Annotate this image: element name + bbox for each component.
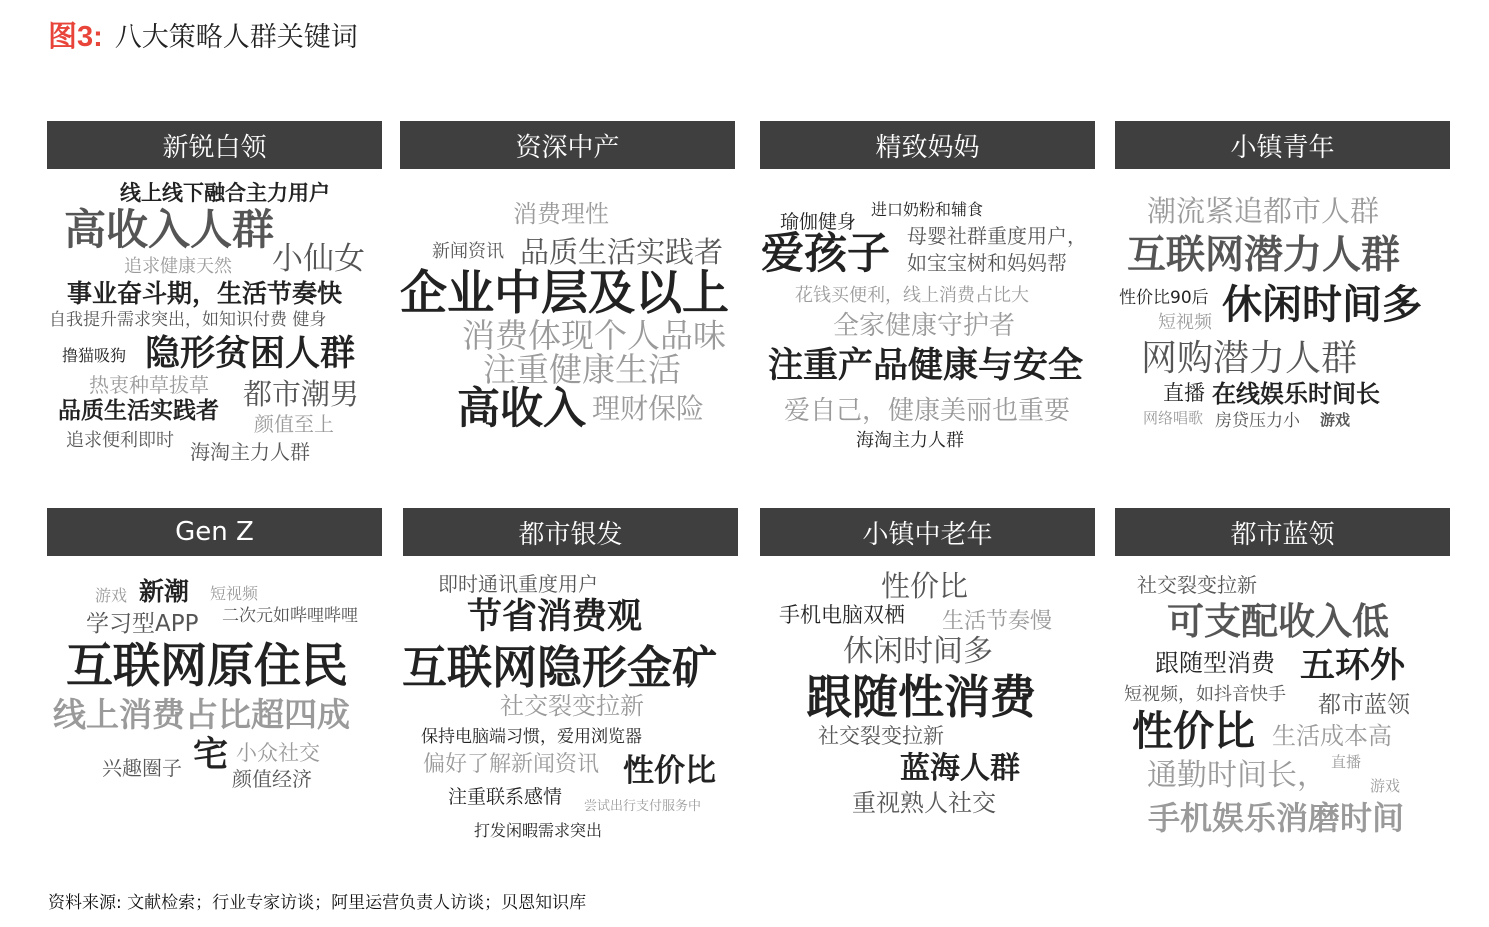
keyword: 注重健康生活	[483, 350, 681, 389]
keyword: 消费体现个人品味	[462, 316, 726, 355]
keyword: 母婴社群重度用户，	[907, 224, 1087, 248]
keyword: 品质生活实践者	[520, 235, 724, 269]
keyword: 企业中层及以上	[400, 266, 729, 321]
keyword: 直播	[1331, 753, 1362, 771]
keyword: 可支配收入低	[1167, 600, 1389, 643]
keyword: 潮流紧追都市人群	[1147, 194, 1380, 228]
keyword: 高收入	[457, 384, 586, 434]
keyword: 生活节奏慢	[942, 609, 1053, 634]
keyword: 线上线下融合主力用户	[120, 181, 330, 205]
panel-header-urban-blue-collar: 都市蓝领	[1115, 508, 1450, 556]
keyword: 社交裂变拉新	[818, 724, 944, 748]
keyword: 跟随性消费	[806, 670, 1036, 724]
keyword: 节省消费观	[467, 597, 643, 637]
keyword: 短视频	[1158, 312, 1212, 333]
figure-title	[48, 14, 358, 54]
keyword: 手机娱乐消磨时间	[1148, 799, 1405, 837]
keyword: 追求便利即时	[66, 430, 174, 451]
keyword: 注重产品健康与安全	[768, 346, 1084, 386]
panel-header-new-white-collar: 新锐白领	[47, 121, 382, 169]
keyword: 进口奶粉和辅食	[871, 200, 984, 219]
panel-header-small-town-youth: 小镇青年	[1115, 121, 1450, 169]
keyword: 偏好了解新闻资讯	[423, 752, 600, 777]
source-note: 资料来源: 文献检索；行业专家访谈；阿里运营负责人访谈；贝恩知识库	[48, 893, 587, 913]
keyword: 隐形贫困人群	[145, 334, 356, 374]
keyword: 性价比	[881, 569, 969, 603]
keyword: 房贷压力小	[1215, 411, 1300, 431]
keyword: 游戏	[95, 586, 128, 605]
keyword: 网购潜力人群	[1141, 338, 1358, 379]
keyword: 注重联系感情	[448, 786, 563, 808]
keyword: 追求健康天然	[124, 256, 232, 277]
keyword: 新闻资讯	[432, 241, 504, 262]
keyword: 游戏	[1320, 411, 1351, 429]
panel-header-refined-mothers: 精致妈妈	[760, 121, 1095, 169]
panel-header-small-town-elderly: 小镇中老年	[760, 508, 1095, 556]
keyword: 直播	[1163, 381, 1205, 405]
figure-number: 图3:	[48, 21, 103, 53]
keyword: 社交裂变拉新	[500, 692, 644, 720]
keyword: 手机电脑双栖	[779, 603, 905, 627]
keyword: 撸猫吸狗	[62, 346, 127, 365]
keyword: 都市蓝领	[1318, 692, 1410, 718]
keyword: 瑜伽健身	[780, 211, 857, 233]
keyword: 小众社交	[236, 741, 320, 765]
keyword: 短视频，如抖音快手	[1124, 684, 1286, 705]
keyword: 消费理性	[513, 200, 609, 228]
keyword: 线上消费占比超四成	[53, 695, 350, 734]
keyword: 重视熟人社交	[852, 789, 996, 817]
keyword: 颜值经济	[232, 767, 312, 791]
keyword: 社交裂变拉新	[1137, 573, 1257, 597]
panel-header-gen-z: Gen Z	[47, 508, 382, 556]
keyword: 自我提升需求突出，如知识付费 健身	[49, 310, 327, 330]
keyword: 理财保险	[592, 392, 705, 425]
keyword: 网络唱歌	[1143, 409, 1204, 427]
keyword: 生活成本高	[1272, 722, 1392, 750]
keyword: 全家健康守护者	[833, 311, 1016, 341]
keyword: 打发闲暇需求突出	[474, 821, 603, 840]
keyword: 互联网隐形金矿	[402, 641, 718, 694]
keyword: 二次元如哔哩哔哩	[222, 606, 358, 626]
keyword: 性价比90后	[1119, 288, 1209, 308]
keyword: 小仙女	[272, 241, 365, 277]
keyword: 短视频	[210, 584, 259, 603]
keyword: 性价比	[1132, 707, 1255, 755]
keyword: 跟随型消费	[1155, 649, 1275, 677]
keyword: 高收入人群	[64, 205, 275, 254]
keyword: 在线娱乐时间长	[1212, 380, 1380, 408]
keyword: 宅	[193, 735, 229, 775]
figure-caption: 八大策略人群关键词	[114, 22, 358, 53]
keyword: 通勤时间长，	[1147, 758, 1327, 793]
keyword: 新潮	[139, 577, 190, 606]
keyword: 互联网原住民	[66, 639, 348, 694]
keyword: 热衷种草拔草	[89, 373, 209, 397]
keyword: 事业奋斗期，生活节奏快	[67, 279, 343, 308]
keyword: 如宝宝树和妈妈帮	[907, 251, 1067, 275]
keyword: 爱孩子	[761, 229, 890, 279]
panel-header-urban-silver: 都市银发	[403, 508, 738, 556]
keyword: 休闲时间多	[843, 634, 993, 669]
keyword: 游戏	[1370, 777, 1401, 795]
keyword: 兴趣圈子	[102, 756, 182, 780]
keyword: 即时通讯重度用户	[438, 572, 598, 596]
keyword: 海淘主力人群	[856, 430, 964, 451]
keyword: 蓝海人群	[900, 751, 1020, 786]
keyword: 休闲时间多	[1222, 282, 1422, 328]
keyword: 品质生活实践者	[58, 398, 219, 424]
keyword: 颜值至上	[254, 412, 334, 436]
keyword: 互联网潜力人群	[1127, 233, 1401, 278]
keyword: 性价比	[623, 753, 716, 789]
keyword: 保持电脑端习惯，爱用浏览器	[421, 727, 642, 747]
keyword: 花钱买便利，线上消费占比大	[795, 285, 1029, 306]
keyword: 五环外	[1300, 646, 1406, 686]
keyword: 尝试出行支付服务中	[584, 799, 702, 814]
keyword: 都市潮男	[243, 377, 360, 411]
keyword: 爱自己，健康美丽也重要	[784, 396, 1071, 426]
keyword: 海淘主力人群	[190, 440, 310, 464]
panel-header-senior-middle-class: 资深中产	[400, 121, 735, 169]
keyword: 学习型APP	[86, 611, 199, 637]
